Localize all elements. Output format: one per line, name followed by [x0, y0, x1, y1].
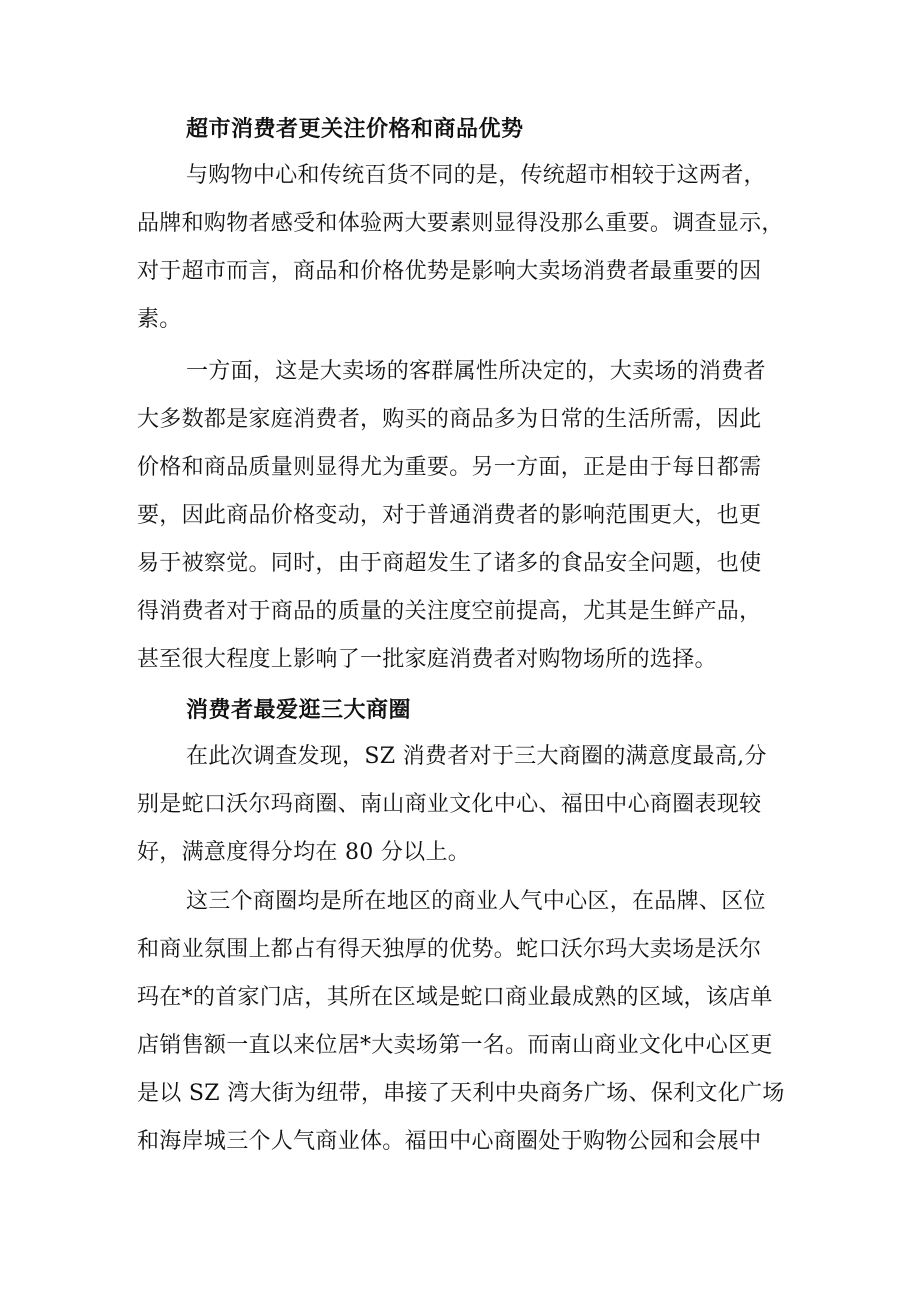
text-line: 一方面，这是大卖场的客群属性所决定的，大卖场的消费者 — [186, 359, 766, 384]
paragraph-supermarket-intro — [137, 152, 809, 344]
text-line: 素。 — [137, 307, 182, 332]
text-line: 要，因此商品价格变动，对于普通消费者的影响范围更大，也更 — [137, 503, 762, 528]
text-line: 易于被察觉。同时，由于商超发生了诸多的食品安全问题，也使 — [137, 551, 762, 576]
section-heading-supermarket: 超市消费者更关注价格和商品优势 — [186, 117, 524, 142]
text-line: 玛在*的首家门店，其所在区域是蛇口商业最成熟的区域，该店单 — [137, 985, 773, 1010]
text-line: 好，满意度得分均在 80 分以上。 — [137, 840, 471, 865]
text-line: 与购物中心和传统百货不同的是，传统超市相较于这两者， — [186, 163, 766, 188]
text-line: 是以 SZ 湾大街为纽带，串接了天利中央商务广场、保利文化广场 — [137, 1081, 785, 1106]
section-heading-shopping-districts: 消费者最爱逛三大商圈 — [186, 698, 412, 723]
text-line: 价格和商品质量则显得尤为重要。另一方面，正是由于每日都需 — [137, 455, 762, 480]
paragraph-district-details — [137, 878, 809, 1166]
text-line: 得消费者对于商品的质量的关注度空前提高，尤其是生鲜产品， — [137, 599, 762, 624]
text-line: 和海岸城三个人气商业体。福田中心商圈处于购物公园和会展中 — [137, 1129, 762, 1154]
text-line: 品牌和购物者感受和体验两大要素则显得没那么重要。调查显示， — [137, 211, 784, 236]
text-line: 甚至很大程度上影响了一批家庭消费者对购物场所的选择。 — [137, 647, 717, 672]
text-line: 对于超市而言，商品和价格优势是影响大卖场消费者最重要的因 — [137, 259, 762, 284]
paragraph-survey-results — [137, 733, 809, 877]
text-line: 大多数都是家庭消费者，购买的商品多为日常的生活所需，因此 — [137, 407, 762, 432]
text-line: 别是蛇口沃尔玛商圈、南山商业文化中心、福田中心商圈表现较 — [137, 792, 762, 817]
text-line: 店销售额一直以来位居*大卖场第一名。而南山商业文化中心区更 — [137, 1033, 773, 1058]
paragraph-hypermarket-reasons — [137, 348, 809, 684]
text-line: 在此次调查发现，SZ 消费者对于三大商圈的满意度最高,分 — [186, 744, 767, 769]
text-line: 这三个商圈均是所在地区的商业人气中心区，在品牌、区位 — [186, 889, 766, 914]
text-line: 和商业氛围上都占有得天独厚的优势。蛇口沃尔玛大卖场是沃尔 — [137, 937, 762, 962]
